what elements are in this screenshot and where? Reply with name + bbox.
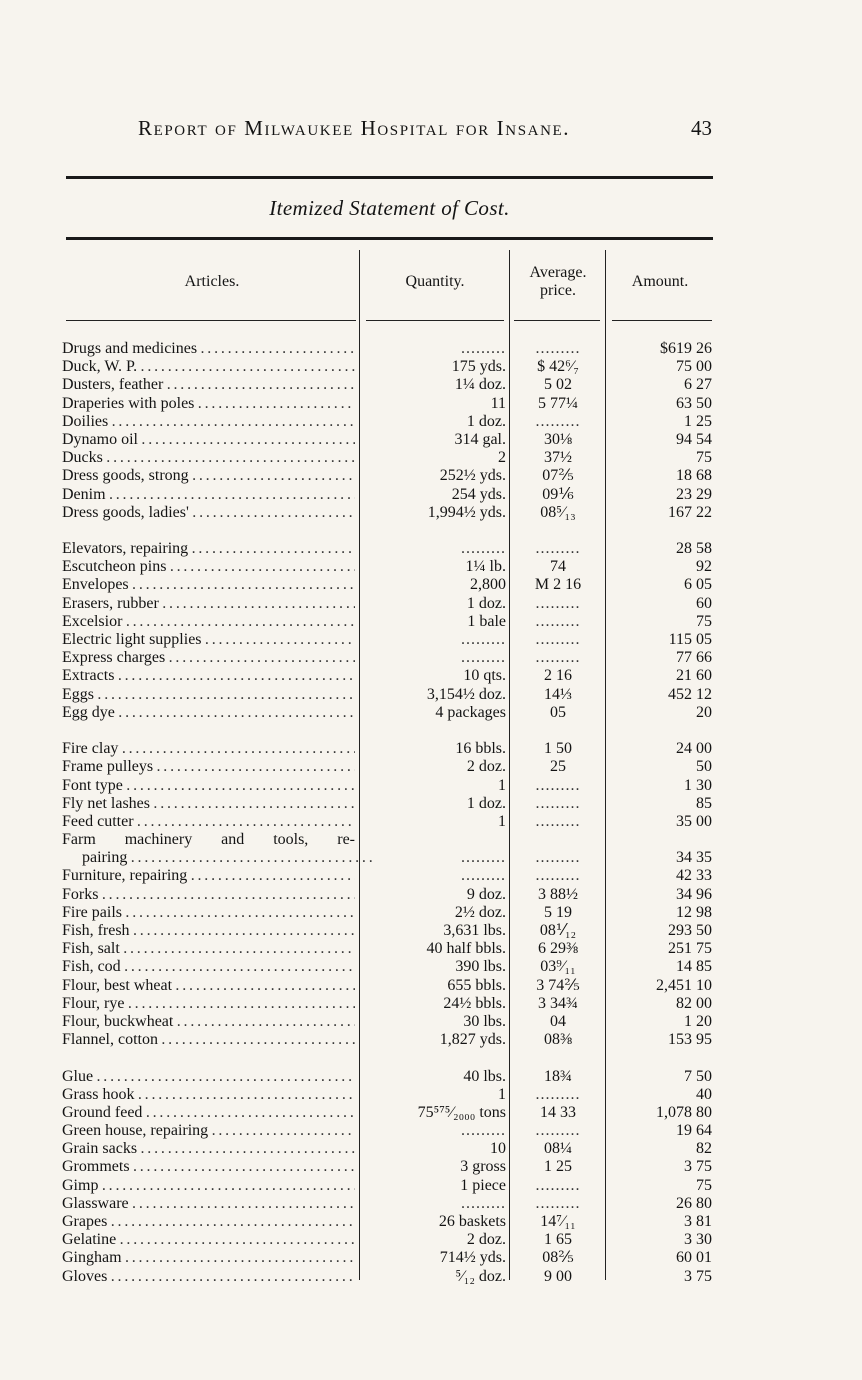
price-cell: .........	[535, 867, 581, 885]
quantity-cell: .........	[461, 1122, 506, 1140]
column-header-quantity: Quantity.	[405, 273, 465, 290]
article-cell: Eggs . . .	[62, 686, 355, 704]
page-number: 43	[691, 116, 712, 140]
amount-cell: 77 66	[676, 649, 712, 667]
amount-cell: 167 22	[668, 503, 712, 521]
article-cell: Feed cutter . . .	[62, 813, 355, 831]
table-row	[62, 558, 722, 576]
quantity-cell: 1,994½ yds.	[427, 503, 506, 521]
article-cell: Extracts . . .	[62, 667, 355, 685]
column-header-amount: Amount.	[631, 273, 689, 290]
article-cell: Excelsior . . .	[62, 613, 355, 631]
table-row	[62, 376, 722, 394]
table-row	[62, 1031, 722, 1049]
article-cell: Doilies . . .	[62, 413, 355, 431]
article-cell: Electric light supplies . . .	[62, 631, 355, 649]
price-cell: 08⅖	[542, 1249, 574, 1267]
price-cell: .........	[535, 812, 581, 830]
article-cell: Ducks . . .	[62, 449, 355, 467]
quantity-cell: 24½ bbls.	[443, 994, 506, 1012]
quantity-cell: .........	[461, 1194, 506, 1212]
price-cell: .........	[535, 849, 581, 867]
quantity-cell: 314 gal.	[454, 430, 506, 448]
quantity-cell: 1	[498, 1085, 506, 1103]
top-rule	[66, 176, 713, 179]
article-cell: Ground feed . . .	[62, 1104, 355, 1122]
quantity-cell: 2	[498, 449, 506, 467]
quantity-cell: 1 bale	[467, 612, 506, 630]
table-row	[62, 1122, 722, 1140]
quantity-cell: 16 bbls.	[455, 740, 506, 758]
table-row	[62, 413, 722, 431]
price-cell: .........	[535, 1085, 581, 1103]
price-cell: 08⅟₁₂	[539, 922, 577, 939]
table-row	[62, 740, 722, 758]
quantity-cell: .........	[461, 340, 506, 357]
article-cell: Envelopes . . .	[62, 576, 355, 594]
price-cell: 37½	[544, 449, 572, 467]
quantity-cell: 75⁵⁷⁵⁄₂₀₀₀ tons	[417, 1103, 506, 1121]
price-cell: 05	[550, 703, 566, 721]
table-row	[62, 1158, 722, 1176]
amount-cell: 1 25	[684, 412, 712, 430]
quantity-cell: 10 qts.	[463, 667, 506, 685]
article-cell: Denim . . .	[62, 486, 355, 504]
quantity-cell: 1 doz.	[466, 794, 506, 812]
price-cell: 5 77¼	[538, 394, 578, 412]
amount-cell: 28 58	[676, 540, 712, 558]
price-cell: 08¼	[544, 1140, 572, 1158]
quantity-cell: 40 lbs.	[463, 1067, 506, 1085]
price-cell: .........	[535, 776, 581, 794]
quantity-cell: 252½ yds.	[439, 467, 506, 485]
quantity-cell: 1¼ lb.	[465, 558, 506, 576]
table-row	[62, 1013, 722, 1031]
price-cell: $ 42⁶⁄₇	[537, 358, 579, 376]
quantity-cell: 1	[498, 776, 506, 794]
amount-cell: 85	[696, 794, 712, 812]
column-header-average-price-line2: price.	[540, 282, 576, 299]
quantity-cell: 3 gross	[460, 1158, 506, 1176]
price-cell: 5 19	[544, 903, 572, 921]
price-cell: .........	[535, 1122, 581, 1140]
quantity-cell: 11	[490, 394, 506, 412]
price-cell: 18¾	[544, 1067, 572, 1085]
table-row	[62, 540, 722, 558]
article-cell: Frame pulleys . . .	[62, 758, 355, 776]
table-row	[62, 395, 722, 413]
article-cell: Furniture, repairing . . .	[62, 867, 355, 885]
article-cell: Fire clay . . .	[62, 740, 355, 758]
header-underline-amount	[612, 320, 712, 321]
amount-cell: 3 75	[684, 1158, 712, 1176]
quantity-cell: 655 bbls.	[447, 976, 506, 994]
column-header-average-price-line1: Average.	[529, 264, 587, 281]
amount-cell: 14 85	[676, 958, 712, 976]
article-cell: Drugs and medicines . . .	[62, 340, 355, 358]
amount-cell: 75	[696, 1176, 712, 1194]
table-row	[62, 1086, 722, 1104]
table-row	[62, 958, 722, 976]
article-cell: Dress goods, ladies' . . .	[62, 504, 355, 522]
article-cell: Font type . . .	[62, 777, 355, 795]
table-row	[62, 940, 722, 958]
header-underline-price	[514, 320, 600, 321]
amount-cell: 19 64	[676, 1122, 712, 1140]
table-row	[62, 431, 722, 449]
price-cell: .........	[535, 1176, 581, 1194]
article-cell: Draperies with poles . . .	[62, 395, 355, 413]
amount-cell: 18 68	[676, 467, 712, 485]
running-head-title: Report of Milwaukee Hospital for Insane.	[138, 116, 571, 140]
quantity-cell: 1	[498, 812, 506, 830]
article-cell: Dress goods, strong . . .	[62, 467, 355, 485]
amount-cell: 94 54	[676, 430, 712, 448]
table-row	[62, 1068, 722, 1086]
quantity-cell: 4 packages	[435, 703, 506, 721]
amount-cell: 35 00	[676, 812, 712, 830]
amount-cell: 40	[696, 1085, 712, 1103]
amount-cell: 34 35	[676, 849, 712, 867]
price-cell: 3 34¾	[538, 994, 578, 1012]
amount-cell: 12 98	[676, 903, 712, 921]
table-row	[62, 867, 722, 885]
price-cell: .........	[535, 594, 581, 612]
article-cell: Fire pails . . .	[62, 904, 355, 922]
group-spacer	[62, 522, 722, 540]
article-cell: Express charges . . .	[62, 649, 355, 667]
table-row	[62, 758, 722, 776]
price-cell: .........	[535, 540, 581, 558]
amount-cell: 3 75	[684, 1267, 712, 1285]
article-cell: Dusters, feather . . .	[62, 376, 355, 394]
quantity-cell: 3,631 lbs.	[443, 922, 506, 939]
price-cell: 2 16	[544, 667, 572, 685]
article-cell: Fish, cod . . .	[62, 958, 355, 976]
column-header-average-price	[512, 264, 604, 300]
amount-cell: 92	[696, 558, 712, 576]
price-cell: 30⅛	[544, 430, 572, 448]
price-cell: 3 74⅖	[536, 976, 580, 994]
price-cell: .........	[535, 649, 581, 667]
price-cell: .........	[535, 631, 581, 648]
quantity-cell: 1,827 yds.	[439, 1031, 506, 1049]
table-row	[62, 340, 722, 358]
amount-cell: 24 00	[676, 740, 712, 758]
table-row	[62, 922, 722, 940]
amount-cell: 75	[696, 449, 712, 467]
table-top-rule	[66, 237, 713, 240]
price-cell: .........	[535, 612, 581, 630]
article-cell: Fish, salt . . .	[62, 940, 355, 958]
article-cell: Flour, buckwheat . . .	[62, 1013, 355, 1031]
amount-cell: $619 26	[660, 340, 712, 357]
price-cell: 1 50	[544, 740, 572, 758]
amount-cell: 1 30	[684, 776, 712, 794]
price-cell: .........	[535, 794, 581, 812]
amount-cell: 1,078 80	[656, 1103, 712, 1121]
price-cell: 14 33	[540, 1103, 576, 1121]
article-cell: Glue . . .	[62, 1068, 355, 1086]
amount-cell: 6 27	[684, 376, 712, 394]
table-row	[62, 1268, 722, 1286]
table-row	[62, 704, 722, 722]
article-cell: Fly net lashes . . .	[62, 795, 355, 813]
article-cell: Glassware . . .	[62, 1195, 355, 1213]
table-row	[62, 449, 722, 467]
article-cell: Egg dye . . .	[62, 704, 355, 722]
article-cell: Elevators, repairing . . .	[62, 540, 355, 558]
price-cell: .........	[535, 1194, 581, 1212]
amount-cell: 63 50	[676, 394, 712, 412]
quantity-cell: 390 lbs.	[455, 958, 506, 976]
table-row	[62, 649, 722, 667]
article-cell: Flour, rye . . .	[62, 995, 355, 1013]
article-cell: Gloves . . .	[62, 1268, 355, 1286]
article-cell: Erasers, rubber . . .	[62, 595, 355, 613]
table-row	[62, 904, 722, 922]
table-row	[62, 613, 722, 631]
price-cell: .........	[535, 340, 581, 357]
amount-cell: 115 05	[668, 631, 712, 648]
amount-cell: 26 80	[676, 1194, 712, 1212]
quantity-cell: .........	[461, 631, 506, 648]
table-row	[62, 504, 722, 522]
group-spacer	[62, 722, 722, 740]
amount-cell: 75 00	[676, 358, 712, 376]
price-cell: 04	[550, 1012, 566, 1030]
article-cell: Farm machinery and tools, re-	[62, 831, 355, 849]
table-row	[62, 486, 722, 504]
table-row	[62, 1140, 722, 1158]
amount-cell: 452 12	[668, 685, 712, 703]
article-cell: Forks . . .	[62, 886, 355, 904]
table-row	[62, 995, 722, 1013]
price-cell: 25	[550, 758, 566, 776]
price-cell: 1 25	[544, 1158, 572, 1176]
price-cell: 5 02	[544, 376, 572, 394]
price-cell: 14⅓	[544, 685, 572, 703]
amount-cell: 82	[696, 1140, 712, 1158]
table-row	[62, 686, 722, 704]
amount-cell: 7 50	[684, 1067, 712, 1085]
amount-cell: 50	[696, 758, 712, 776]
quantity-cell: 1 piece	[460, 1176, 506, 1194]
quantity-cell: 9 doz.	[466, 885, 506, 903]
quantity-cell: 40 half bbls.	[426, 940, 506, 958]
quantity-cell: .........	[461, 649, 506, 667]
amount-cell: 60 01	[676, 1249, 712, 1267]
quantity-cell: 2 doz.	[466, 758, 506, 776]
table-row	[62, 576, 722, 594]
table-row	[62, 595, 722, 613]
table-row	[62, 1104, 722, 1122]
amount-cell: 293 50	[668, 922, 712, 939]
quantity-cell: 2 doz.	[466, 1231, 506, 1249]
amount-cell: 23 29	[676, 485, 712, 503]
price-cell: 3 88½	[538, 885, 578, 903]
table-row	[62, 795, 722, 813]
quantity-cell: 30 lbs.	[463, 1012, 506, 1030]
price-cell: 08⅜	[544, 1031, 572, 1049]
amount-cell: 34 96	[676, 885, 712, 903]
article-cell: Fish, fresh . . .	[62, 922, 355, 940]
article-cell: Gimp . . .	[62, 1177, 355, 1195]
article-cell: Grass hook . . .	[62, 1086, 355, 1104]
article-cell: Dynamo oil . . .	[62, 431, 355, 449]
table-row	[62, 977, 722, 995]
price-cell: 03⁹⁄₁₁	[540, 958, 576, 976]
amount-cell: 21 60	[676, 667, 712, 685]
quantity-cell: 1¼ doz.	[454, 376, 506, 394]
amount-cell: 75	[696, 612, 712, 630]
article-cell: Green house, repairing . . .	[62, 1122, 355, 1140]
table-row	[62, 813, 722, 831]
price-cell: 08⁵⁄₁₃	[540, 503, 576, 521]
quantity-cell: .........	[461, 849, 506, 867]
amount-cell: 3 30	[684, 1231, 712, 1249]
table-row	[62, 467, 722, 485]
quantity-cell: 254 yds.	[451, 485, 506, 503]
table-row	[62, 886, 722, 904]
amount-cell: 3 81	[684, 1213, 712, 1230]
price-cell: 09⅙	[542, 485, 574, 503]
article-cell: Escutcheon pins . . .	[62, 558, 355, 576]
article-cell: pairing . . .	[62, 849, 375, 867]
amount-cell: 82 00	[676, 994, 712, 1012]
article-cell: Duck, W. P. . . .	[62, 358, 355, 376]
amount-cell: 251 75	[668, 940, 712, 958]
quantity-cell: .........	[461, 540, 506, 558]
table-row	[62, 777, 722, 795]
quantity-cell: 714½ yds.	[439, 1249, 506, 1267]
amount-cell: 60	[696, 594, 712, 612]
price-cell: 9 00	[544, 1267, 572, 1285]
amount-cell: 2,451 10	[656, 976, 712, 994]
article-cell: Grommets . . .	[62, 1158, 355, 1176]
quantity-cell: 26 baskets	[438, 1213, 506, 1230]
price-cell: .........	[535, 412, 581, 430]
table-row	[62, 358, 722, 376]
price-cell: 74	[550, 558, 566, 576]
article-cell: Flannel, cotton . . .	[62, 1031, 355, 1049]
column-header-articles: Articles.	[184, 273, 240, 290]
quantity-cell: .........	[461, 867, 506, 885]
amount-cell: 6 05	[684, 576, 712, 594]
table-row	[62, 1177, 722, 1195]
price-cell: 14⁷⁄₁₁	[540, 1213, 576, 1230]
table-row	[62, 849, 722, 867]
quantity-cell: 2½ doz.	[454, 903, 506, 921]
quantity-cell: 175 yds.	[451, 358, 506, 376]
article-cell: Flour, best wheat . . .	[62, 977, 355, 995]
header-underline-articles	[66, 320, 356, 321]
quantity-cell: 1 doz.	[466, 594, 506, 612]
table-row	[62, 1195, 722, 1213]
quantity-cell: 10	[490, 1140, 506, 1158]
article-cell: Gelatine . . .	[62, 1231, 355, 1249]
amount-cell: 42 33	[676, 867, 712, 885]
table-body	[62, 340, 722, 1286]
running-head	[60, 116, 712, 141]
amount-cell: 153 95	[668, 1031, 712, 1049]
group-spacer	[62, 1049, 722, 1067]
table-row	[62, 667, 722, 685]
article-cell: Grapes . . .	[62, 1213, 355, 1231]
table-row	[62, 1249, 722, 1267]
amount-cell: 20	[696, 703, 712, 721]
quantity-cell: 1 doz.	[466, 412, 506, 430]
quantity-cell: ⁵⁄₁₂ doz.	[455, 1267, 506, 1285]
price-cell: 6 29⅜	[538, 940, 578, 958]
table-row	[62, 1231, 722, 1249]
article-cell: Grain sacks . . .	[62, 1140, 355, 1158]
article-cell: Gingham . . .	[62, 1249, 355, 1267]
table-row	[62, 831, 722, 849]
price-cell: 07⅖	[542, 467, 574, 485]
amount-cell: 1 20	[684, 1012, 712, 1030]
table-row	[62, 1213, 722, 1231]
table-subtitle: Itemized Statement of Cost.	[269, 196, 510, 220]
header-underline-quantity	[366, 320, 504, 321]
table-row	[62, 631, 722, 649]
quantity-cell: 2,800	[470, 576, 506, 594]
quantity-cell: 3,154½ doz.	[426, 685, 506, 703]
price-cell: 1 65	[544, 1231, 572, 1249]
price-cell: M 2 16	[534, 576, 582, 594]
